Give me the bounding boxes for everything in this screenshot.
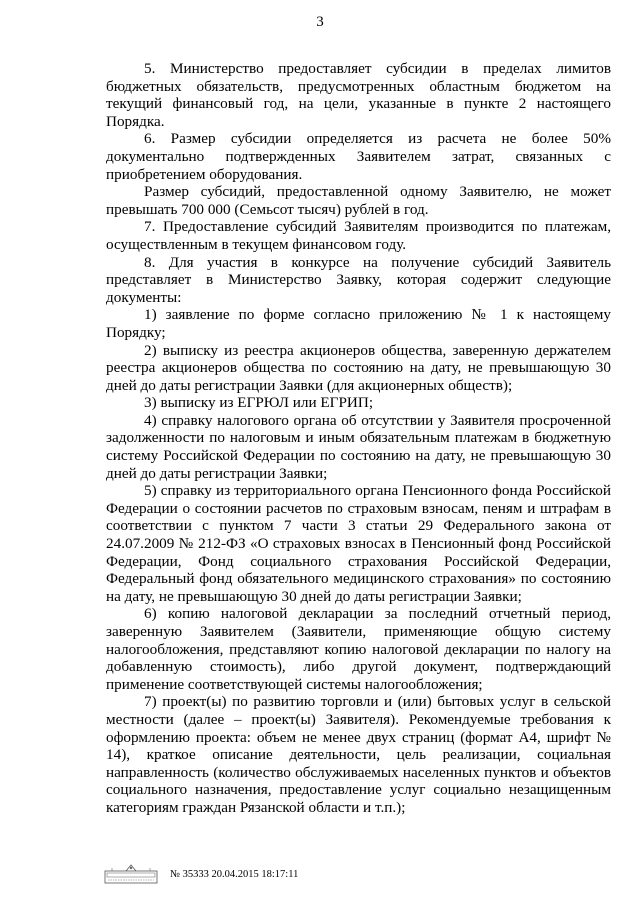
document-body: [106, 60, 611, 817]
list-item-7: 7) проект(ы) по развитию торговли и (или) бытовых услуг в сельской местности (далее – проект(ы) Заявителя). Рекомендуемые требования к оформлению проекта: объем не менее двух страниц (формат А4, шрифт № 14), краткое описание деятельности, цель реализации, социальная направленность (количество обслуживаемых населенных пунктов и объектов социального назначения, предоставление услуг социально незащищенным категориям граждан Рязанской области и т.п.);: [106, 693, 611, 816]
list-item-4: 4) справку налогового органа об отсутствии у Заявителя просроченной задолженности по налоговым и иным обязательным платежам в бюджетную систему Российской Федерации по состоянию на дату, не превышающую 30 дней до даты регистрации Заявки;: [106, 411, 611, 482]
paragraph-5: 5. Министерство предоставляет субсидии в пределах лимитов бюджетных обязательств, предусмотренных областным бюджетом на текущий финансовый год, на цели, указанные в пункте 2 настоящего Порядка.: [106, 60, 611, 130]
page-number: 3: [316, 14, 324, 30]
document-registration-ref: № 35333 20.04.2015 18:17:11: [170, 868, 299, 880]
registration-stamp-icon: [104, 863, 158, 885]
list-item-3: 3) выписку из ЕГРЮЛ или ЕГРИП;: [144, 394, 374, 412]
list-item-5: 5) справку из территориального органа Пенсионного фонда Российской Федерации о состоянии расчетов по страховым взносам, пеням и штрафам в соответствии с пунктом 7 части 3 статьи 29 Федерального закона от 24.07.2009 № 212-ФЗ «О страховых взносах в Пенсионный фонд Российской Федерации, Фонд социального страхования Российской Федерации, Федеральный фонд обязательного медицинского страхования» по состоянию на дату, не превышающую 30 дней до даты регистрации Заявки;: [106, 482, 611, 605]
paragraph-6: 6. Размер субсидии определяется из расчета не более 50% документально подтвержденных Заявителем затрат, связанных с приобретением оборудования.: [106, 130, 611, 183]
paragraph-6-limit: Размер субсидий, предоставленной одному Заявителю, не может превышать 700 000 (Семьсот тысяч) рублей в год.: [106, 183, 611, 218]
paragraph-8: 8. Для участия в конкурсе на получение субсидий Заявитель представляет в Министерство Заявку, которая содержит следующие документы:: [106, 253, 611, 306]
list-item-1: 1) заявление по форме согласно приложению № 1 к настоящему Порядку;: [106, 306, 611, 341]
list-item-2: 2) выписку из реестра акционеров общества, заверенную держателем реестра акционеров общества по состоянию на дату, не превышающую 30 дней до даты регистрации Заявки (для акционерных обществ);: [106, 341, 611, 394]
paragraph-7: 7. Предоставление субсидий Заявителям производится по платежам, осуществленным в текущем финансовом году.: [106, 218, 611, 253]
document-footer: [104, 862, 298, 886]
list-item-6: 6) копию налоговой декларации за последний отчетный период, заверенную Заявителем (Заявители, применяющие общую систему налогообложения, представляют копию налоговой декларации по налогу на добавленную стоимость), либо другой документ, подтверждающий применение соответствующей системы налогообложения;: [106, 605, 611, 693]
